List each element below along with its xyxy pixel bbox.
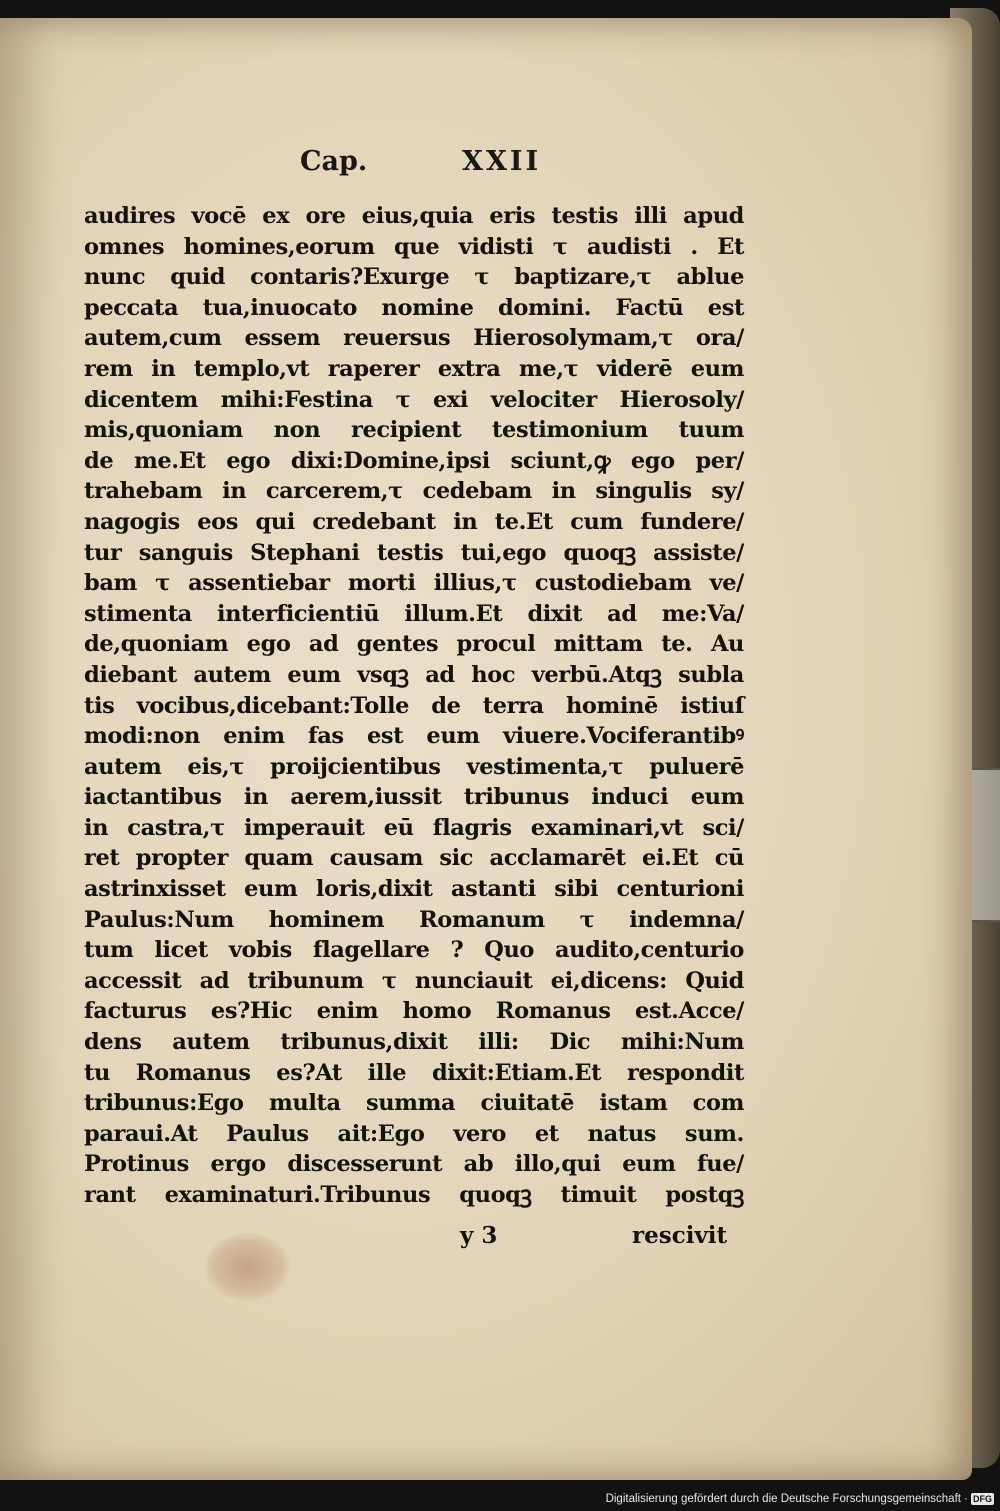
text-line: Protinus ergo discesserunt ab illo,qui eum fue/ <box>84 1151 744 1178</box>
text-line: Paulus:Num hominem Romanum τ indemna/ <box>84 906 744 933</box>
text-line: nunc quid contaris?Exurge τ baptizare,τ ablue <box>84 264 744 291</box>
body-text <box>84 201 744 1211</box>
chapter-label: Cap. <box>300 146 368 177</box>
text-line: rem in templo,vt raperer extra me,τ viderē eum <box>84 355 744 382</box>
text-line: in castra,τ imperauit eū flagris examinari,vt sci/ <box>84 814 744 841</box>
text-line: tu Romanus es?At ille dixit:Etiam.Et respondit <box>84 1059 744 1086</box>
text-line: astrinxisset eum loris,dixit astanti sibi centurioni <box>84 876 744 903</box>
text-line: bam τ assentiebar morti illius,τ custodiebam ve/ <box>84 570 744 597</box>
text-line: autem,cum essem reuersus Hierosolymam,τ ora/ <box>84 325 744 352</box>
text-line: audires vocē ex ore eius,quia eris testis illi apud <box>84 203 744 229</box>
text-line: modi:non enim fas est eum viuere.Vociferantibꝰ <box>84 723 744 750</box>
dfg-logo: DFG <box>973 1493 992 1504</box>
text-line: dicentem mihi:Festina τ exi velociter Hierosoly/ <box>84 386 744 413</box>
text-line: paraui.At Paulus ait:Ego vero et natus sum. <box>84 1120 744 1147</box>
book-page <box>0 18 972 1480</box>
text-line: tis vocibus,dicebant:Tolle de terra hominē istiuſ <box>84 692 744 719</box>
text-line: trahebam in carcerem,τ cedebam in singulis sy/ <box>84 478 744 505</box>
text-line: peccata tua,inuocato nomine domini. Factū est <box>84 294 744 321</box>
text-line: tur sanguis Stephani testis tui,ego quoqꝫ assiste/ <box>84 539 744 566</box>
text-line: accessit ad tribunum τ nunciauit ei,dicens: Quid <box>84 967 744 994</box>
text-line: rant examinaturi.Tribunus quoqꝫ timuit postqꝫ <box>84 1182 744 1208</box>
text-line: stimenta interficientiū illum.Et dixit ad me:Va/ <box>84 600 744 627</box>
text-line: diebant autem eum vsqꝫ ad hoc verbū.Atqꝫ subla <box>84 661 744 688</box>
text-line: de,quoniam ego ad gentes procul mittam te. Au <box>84 631 744 658</box>
text-line: tum licet vobis flagellare ? Quo audito,centurio <box>84 937 744 964</box>
text-line: nagogis eos qui credebant in te.Et cum fundere/ <box>84 508 744 535</box>
text-line: de me.Et ego dixi:Domine,ipsi sciunt,ꝙ ego per/ <box>84 447 744 474</box>
text-line: facturus es?Hic enim homo Romanus est.Acce/ <box>84 998 744 1025</box>
text-line: mis,quoniam non recipient testimonium tuum <box>84 417 744 444</box>
text-line: omnes homines,eorum que vidisti τ audisti . Et <box>84 233 744 260</box>
credit-text: Digitalisierung gefördert durch die Deutsche Forschungsgemeinschaft · <box>605 1493 968 1505</box>
text-line: ret propter quam causam sic acclamarēt ei.Et cū <box>84 845 744 872</box>
text-line: iactantibus in aerem,iussit tribunus induci eum <box>84 784 744 811</box>
signature-mark: y 3 <box>460 1222 498 1249</box>
running-header <box>0 146 972 186</box>
catchword: rescivit <box>632 1222 728 1249</box>
text-line: tribunus:Ego multa summa ciuitatē istam com <box>84 1090 744 1117</box>
text-line: autem eis,τ proijcientibus vestimenta,τ puluerē <box>84 753 744 780</box>
chapter-number: XXII <box>462 146 542 177</box>
text-line: dens autem tribunus,dixit illi: Dic mihi:Num <box>84 1029 744 1056</box>
page-footer <box>0 1222 972 1256</box>
digitization-credit <box>606 1489 994 1509</box>
